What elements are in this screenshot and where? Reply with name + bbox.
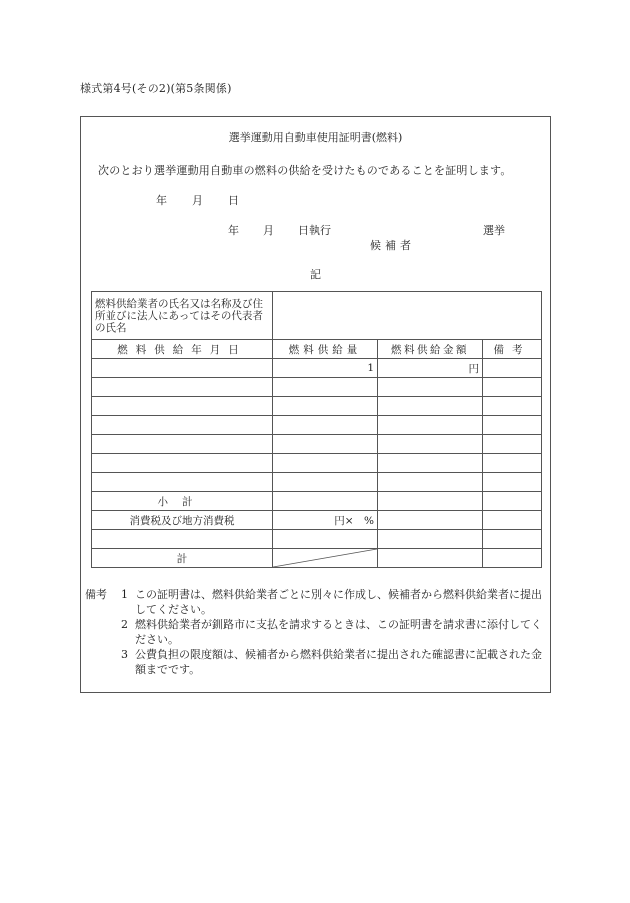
note-number: 2 xyxy=(121,618,128,631)
header-supply-date: 燃料供給年月日 xyxy=(92,340,273,359)
header-supply-amount: 燃料供給金額 xyxy=(378,340,483,359)
quantity-cell[interactable] xyxy=(273,378,378,397)
note-item xyxy=(85,647,545,677)
table-row xyxy=(92,435,542,454)
quantity-cell[interactable]: 1 xyxy=(273,359,378,378)
header-remarks: 備考 xyxy=(483,340,542,359)
date-day: 日 xyxy=(228,194,239,207)
table-row xyxy=(92,416,542,435)
amount-cell[interactable] xyxy=(378,435,483,454)
tax-row xyxy=(92,511,542,530)
election-label: 選挙 xyxy=(483,224,505,237)
subtotal-amount-cell[interactable] xyxy=(378,492,483,511)
remarks-cell[interactable] xyxy=(483,473,542,492)
note-text: 公費負担の限度額は、候補者から燃料供給業者に提出された確認書に記載された金額までです。 xyxy=(135,648,542,676)
quantity-cell[interactable] xyxy=(273,435,378,454)
tax-label: 消費税及び地方消費税 xyxy=(92,511,273,530)
exec-day: 日執行 xyxy=(298,224,331,237)
remarks-cell[interactable] xyxy=(483,359,542,378)
remarks-cell[interactable] xyxy=(483,416,542,435)
table-row xyxy=(92,397,542,416)
notes-label: 備考 xyxy=(85,588,107,601)
date-month: 月 xyxy=(192,194,203,207)
total-remarks-cell[interactable] xyxy=(483,549,542,568)
blank-cell[interactable] xyxy=(483,530,542,549)
certification-date xyxy=(156,192,239,208)
note-number: 1 xyxy=(121,588,128,601)
exec-month: 月 xyxy=(263,224,274,237)
remarks-cell[interactable] xyxy=(483,378,542,397)
table-row xyxy=(92,473,542,492)
blank-cell[interactable] xyxy=(378,530,483,549)
amount-cell[interactable] xyxy=(378,416,483,435)
document-title: 選挙運動用自動車使用証明書(燃料) xyxy=(228,131,403,144)
amount-cell[interactable] xyxy=(378,454,483,473)
date-cell[interactable] xyxy=(92,435,273,454)
ki-label: 記 xyxy=(310,268,321,281)
date-cell[interactable] xyxy=(92,378,273,397)
amount-cell[interactable]: 円 xyxy=(378,359,483,378)
quantity-cell[interactable] xyxy=(273,473,378,492)
amount-cell[interactable] xyxy=(378,378,483,397)
blank-cell[interactable] xyxy=(273,530,378,549)
election-execution-date xyxy=(228,222,331,238)
total-quantity-crossed-cell xyxy=(273,549,378,568)
tax-rate-cell[interactable]: 円× % xyxy=(273,511,378,530)
table-row xyxy=(92,454,542,473)
diagonal-line xyxy=(273,549,377,567)
date-cell[interactable] xyxy=(92,359,273,378)
note-item xyxy=(85,587,545,617)
amount-cell[interactable] xyxy=(378,473,483,492)
table-row xyxy=(92,378,542,397)
exec-year: 年 xyxy=(228,224,239,237)
date-cell[interactable] xyxy=(92,397,273,416)
candidate-label: 候補者 xyxy=(370,239,415,252)
table-row xyxy=(92,359,542,378)
subtotal-row xyxy=(92,492,542,511)
amount-cell[interactable] xyxy=(378,397,483,416)
quantity-cell[interactable] xyxy=(273,416,378,435)
blank-cell[interactable] xyxy=(92,530,273,549)
header-row xyxy=(92,340,542,359)
note-text: 燃料供給業者が釧路市に支払を請求するときは、この証明書を請求書に添付してください。 xyxy=(135,618,542,646)
note-text: この証明書は、燃料供給業者ごとに別々に作成し、候補者から燃料供給業者に提出してください。 xyxy=(135,588,542,616)
note-number: 3 xyxy=(121,648,128,661)
total-row xyxy=(92,549,542,568)
date-cell[interactable] xyxy=(92,454,273,473)
form-number: 様式第4号(その2)(第5条関係) xyxy=(80,82,232,95)
date-cell[interactable] xyxy=(92,416,273,435)
note-item xyxy=(85,617,545,647)
tax-remarks-cell[interactable] xyxy=(483,511,542,530)
fuel-supply-table xyxy=(91,291,542,568)
quantity-cell[interactable] xyxy=(273,454,378,473)
notes-section xyxy=(85,587,545,677)
subtotal-label: 小計 xyxy=(92,492,273,511)
supplier-field[interactable] xyxy=(273,292,542,340)
quantity-cell[interactable] xyxy=(273,397,378,416)
supplier-label: 燃料供給業者の氏名又は名称及び住所並びに法人にあってはその代表者の氏名 xyxy=(92,292,273,340)
table-row xyxy=(92,530,542,549)
total-label: 計 xyxy=(92,549,273,568)
remarks-cell[interactable] xyxy=(483,454,542,473)
certificate-frame xyxy=(80,116,551,693)
subtotal-quantity-cell[interactable] xyxy=(273,492,378,511)
header-supply-quantity: 燃料供給量 xyxy=(273,340,378,359)
date-cell[interactable] xyxy=(92,473,273,492)
supplier-row xyxy=(92,292,542,340)
date-year: 年 xyxy=(156,194,167,207)
tax-amount-cell[interactable] xyxy=(378,511,483,530)
certification-statement: 次のとおり選挙運動用自動車の燃料の供給を受けたものであることを証明します。 xyxy=(98,164,512,177)
subtotal-remarks-cell[interactable] xyxy=(483,492,542,511)
total-amount-cell[interactable] xyxy=(378,549,483,568)
remarks-cell[interactable] xyxy=(483,435,542,454)
remarks-cell[interactable] xyxy=(483,397,542,416)
